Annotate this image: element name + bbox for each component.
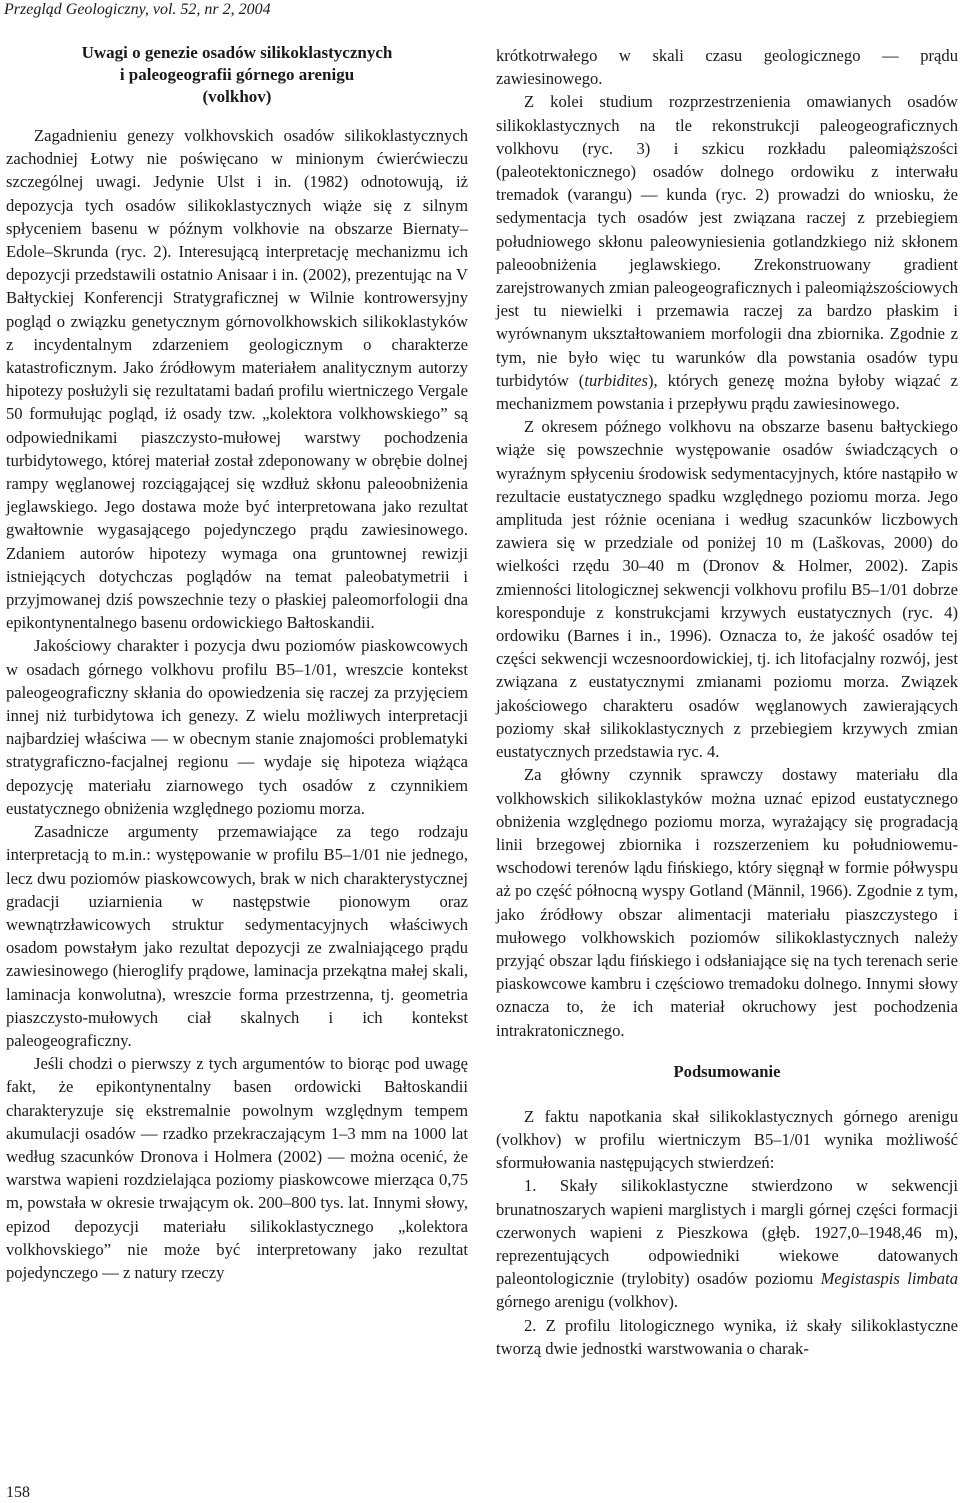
paragraph-text: 1. Skały silikoklastyczne stwierdzono w sekwencji brunatnoszarych wapieni marglistych i margli górnej części formacji czerwonych wapieni z Pieszkowa (głęb. 1927,0–1948,46 m), reprezentujących odpowiedniki wiekowe datowanych paleontologicznie (trylobity) osadów poziomu	[496, 1176, 958, 1289]
paragraph: Jeśli chodzi o pierwszy z tych argumentów to biorąc pod uwagę fakt, że epikontynentalny basen ordowicki Bałtoskandii charakteryzuje się ekstremalnie powolnym względnym tempem akumulacji osadów — rzadko przekraczającym 1–3 mm na 1000 lat według szacunków Dronova i Holmera (2002) — można ocenić, że warstwa wapieni rozdzielająca poziomy piaskowcowe mierząca 0,75 m, powstała w okresie trwającym ok. 200–800 tys. lat. Innymi słowy, epizod depozycji materiału silikoklastycznego „kolektora volkhovskiego” nie może być interpretowany jako rezultat pojedynczego — z natury rzeczy	[6, 1054, 468, 1282]
paragraph: Za główny czynnik sprawczy dostawy materiału dla volkhowskich silikoklastyków można uznać epizod eustatycznego obniżenia względnego poziomu morza, wyrażający się progradacją linii brzegowej zbiornika i rozszerzeniem ku południowemu-wschodowi terenów lądu fińskiego, który sięgnął w formie półwyspu aż po część północną wyspy Gotland (Männil, 1966). Zgodnie z tym, jako źródłowy obszar alimentacji materiału piaszczystego i mułowego volkhowskich poziomów silikoklastycznych należy przyjąć obszar lądu fińskiego i odsłaniające się na tych terenach serie piaskowcowe kambru i częściowo tremadoku dolnego. Innymi słowy oznacza to, że ich materiał okruchowy jest pochodzenia intrakratonicznego.	[496, 765, 958, 1040]
italic-term: turbidites	[584, 370, 648, 390]
paragraph-list-item-2: 2. Z profilu litologicznego wynika, iż skały silikoklastyczne tworzą dwie jednostki warstwowania o charak-	[496, 1315, 958, 1358]
paragraph: Zagadnieniu genezy volkhovskich osadów silikoklastycznych zachodniej Łotwy nie poświęcano w minionym ćwierćwieczu szczególnej uwagi. Jedynie Ulst i in. (1982) odnotowują, iż depozycja tych osadów silikoklastycznych wiąże się z silnym spłyceniem basenu w późnym volkhovie na obszarze Biernaty–Edole–Skrunda (ryc. 2). Interesującą interpretację mechanizmu ich depozycji przedstawili ostatnio Anisaar i in. (2002), prezentując na V Bałtyckiej Konferencji Stratygraficznej w Wilnie kontrowersyjny pogląd o związku genetycznym górnovolkhowskich silikoklastyków z incydentalnym zdarzeniem geologicznym o charakterze katastroficznym. Jako źródłowym materiałem analitycznym autorzy hipotezy posłużyli się rezultatami badań profilu wiertniczego Vergale 50 formułując pogląd, iż osady tzw. „kolektora volkhowskiego” są odpowiednikami piaszczysto-mułowej warstwy pochodzenia turbidytowego, której materiał został zdeponowany w obrębie dolnej rampy węglanowej rozciągającej się wzdłuż skłonu paleoobniżenia jeglawskiego. Jego dostawa może być interpretowana jako rezultat gwałtownie wygasającego pojedynczego prądu zawiesinowego. Zdaniem autorów hipotezy wymaga ona gruntownej rewizji istniejących dotychczas poglądów na temat paleobatymetrii i przyjmowanej dziś powszechnie tezy o płaskiej paleomorfologii dna epikontynentalnego basenu ordowickiego Bałtoskandii.	[6, 126, 468, 633]
article-title-line-3: (volkhov)	[202, 87, 272, 106]
right-column	[496, 44, 958, 1360]
page-number: 158	[6, 1484, 30, 1501]
paragraph-text-end: ), których genezę można byłoby wiązać z mechanizmem powstania i przepływu prądu zawiesinowego.	[496, 370, 959, 414]
left-column	[6, 42, 468, 1284]
paragraph-text: górnego arenigu (volkhov).	[496, 1292, 679, 1312]
article-title	[6, 42, 468, 108]
paragraph: Zasadnicze argumenty przemawiające za tego rodzaju interpretacją to m.in.: występowanie w profilu B5–1/01 nie jednego, lecz dwu poziomów piaskowcowych, brak w nich charakterystycznej gradacji uziarnienia w następstwie pionowym oraz wewnątrzławicowych struktur sedymentacyjnych właściwych osadom powstałym jako rezultat depozycji ze zwalniającego prądu zawiesinowego (hieroglify prądowe, laminacja przekątna małej skali, laminacja konwolutna), wreszcie forma przestrzenna, tj. geometria piaszczysto-mułowych ciał skalnych i ich kontekst paleogeograficzny.	[6, 822, 468, 1050]
paragraph-list-item-1	[496, 1174, 958, 1313]
paragraph: Jakościowy charakter i pozycja dwu poziomów piaskowcowych w osadach górnego volkhovu profilu B5–1/01, wreszcie kontekst paleogeograficzny skłania do opowiedzenia się raczej za przyjęciem innej niż turbidytowa ich genezy. Z wielu możliwych interpretacji najbardziej właściwa — w obecnym stanie znajomości problematyki stratygraficzno-facjalnej regionu — wydaje się hipoteza wiążąca depozycję materiału ziarnowego tych osadów z czynnikiem eustatycznego obniżenia względnego poziomu morza.	[6, 636, 468, 818]
italic-taxon: Megistaspis limbata	[820, 1269, 958, 1289]
paragraph: Z okresem późnego volkhovu na obszarze basenu bałtyckiego wiąże się powszechnie występowanie osadów świadczących o wyraźnym spłyceniu środowisk sedymentacyjnych, które nastąpiło w rezultacie eustatycznego spadku względnego poziomu morza. Jego amplituda jest różnie oceniana i według szacunków liczbowych zawiera się w przedziale od poniżej 10 m (Laškovas, 2000) do wielkości rzędu 30–40 m (Dronov & Holmer, 2002). Zapis zmienności litologicznej sekwencji volkhovu profilu B5–1/01 dobrze koresponduje z konstrukcjami krzywych eustatycznych (ryc. 4) ordowiku (Barnes i in., 1996). Oznacza to, że jakość osadów tej części sekwencji wczesnoordowickiej, tj. ich litofacjalny rozwój, jest związana z eustatycznymi zmianami poziomu morza. Związek jakościowego charakteru osadów węglanowych zawierających poziomy skał silikoklastycznych z przebiegiem krzywych zmian eustatycznych przedstawia ryc. 4.	[496, 417, 958, 762]
paragraph-turbidites	[496, 90, 958, 415]
article-title-line-1: Uwagi o genezie osadów silikoklastycznych	[81, 43, 393, 62]
article-title-line-2: i paleogeografii górnego arenigu	[119, 65, 355, 84]
paragraph-text-start: Z kolei studium rozprzestrzenienia omawianych osadów silikoklastycznych na tle rekonstrukcji paleogeograficznych volkhovu (ryc. 3) i szkicu rozkładu paleomiąższości (paleotektonicznego) osadów dolnego ordowiku z interwału tremadok (varangu) — kunda (ryc. 2) prowadzi do wniosku, że sedymentacja tych osadów jest związana raczej z przebiegiem południowego skłonu paleowyniesienia gotlandzkiego niż skłonem paleoobniżenia jeglawskiego. Zrekonstruowany gradient zarejstrowanych zmian paleogeograficznych i paleomiąższościowych jest tu niewielki i przemawia raczej za bardzo płaskim i wyrównanym ukształtowaniem morfologii dna zbiornika. Zgodnie z tym, nie było więc tu warunków dla powstania osadów typu turbidytów (	[496, 92, 958, 390]
running-head: Przegląd Geologiczny, vol. 52, nr 2, 2004	[4, 1, 271, 18]
section-heading: Podsumowanie	[673, 1061, 781, 1081]
paragraph-continued: krótkotrwałego w skali czasu geologicznego — prądu zawiesinowego.	[496, 46, 958, 89]
paragraph: Z faktu napotkania skał silikoklastycznych górnego arenigu (volkhov) w profilu wiertniczym B5–1/01 wynika możliwość sformułowania następujących stwierdzeń:	[496, 1106, 958, 1173]
